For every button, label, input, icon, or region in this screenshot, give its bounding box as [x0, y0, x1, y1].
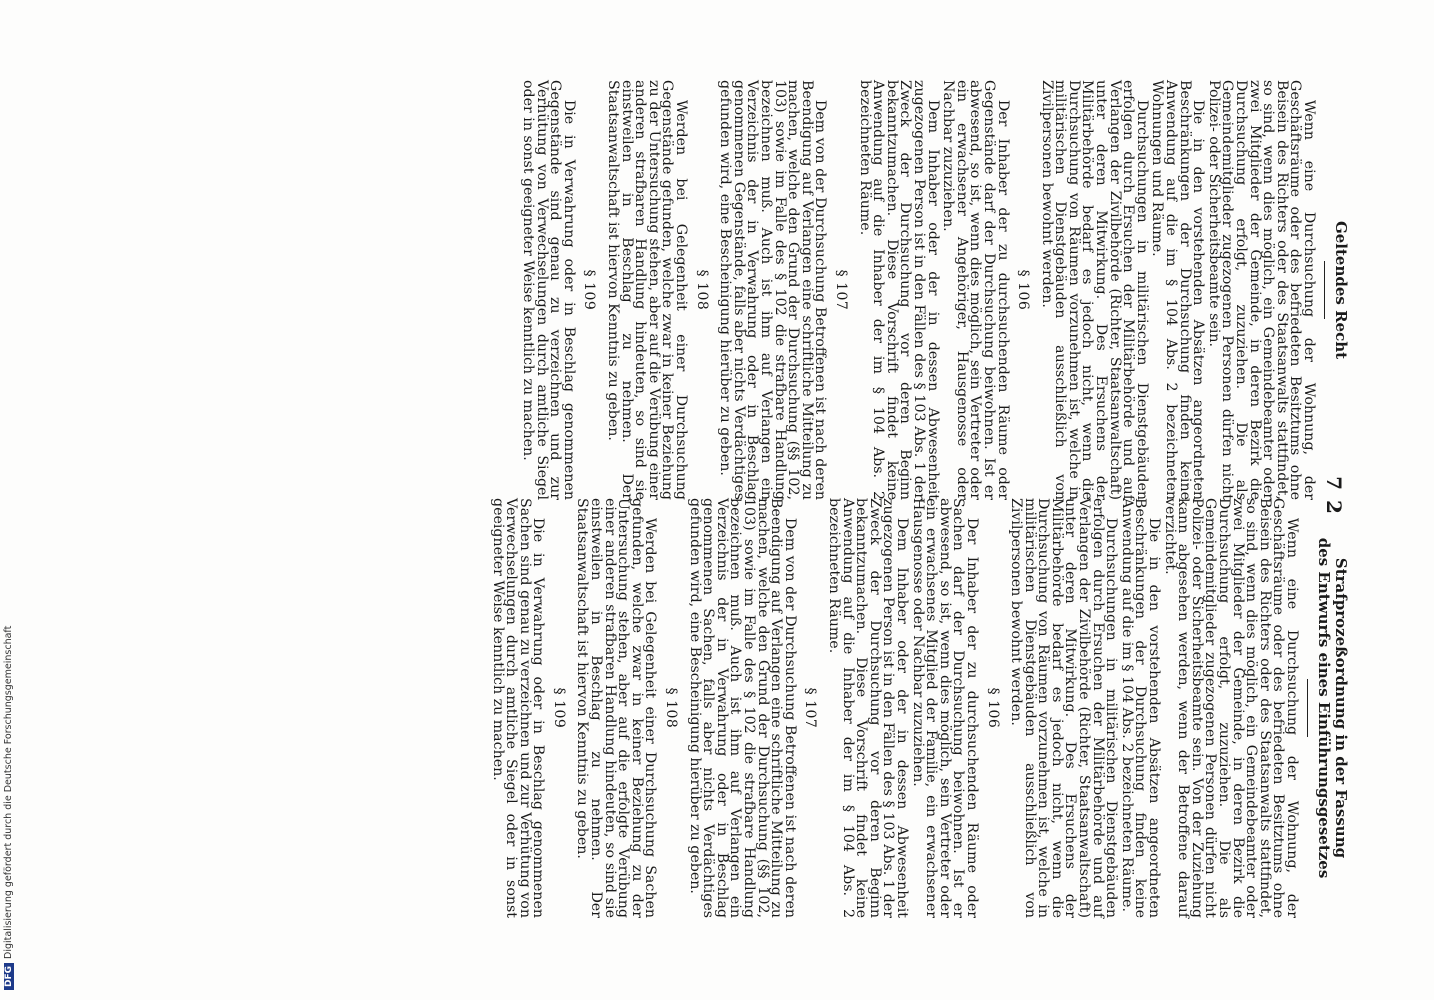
section-106-text-left	[857, 80, 1009, 500]
section-109-title-right: § 109	[550, 687, 567, 729]
paragraph: Die in den vorstehenden Absätzen angeordneten Beschränkungen der Durchsuchung finden keine Anwendung auf die im § 104 Abs. 2 bezeichneten Räume.	[1118, 498, 1163, 918]
paragraph: Werden bei Gelegenheit einer Durchsuchung Sachen gefunden, welche zwar in keiner Beziehung zu der Untersuchung stehen, aber auf die erfolgte Verübung einer anderen strafbaren Handlung hindeuten, so sind sie einstweilen in Beschlag zu nehmen. Der Staatsanwaltschaft ist hiervon Kenntnis zu geben.	[574, 498, 659, 918]
column-entwurf	[104, 498, 1349, 918]
paragraph: Wenn eine Durchsuchung der Wohnung, der Geschäftsräume oder des befriedeten Besitztums ohne Beisein des Richters oder des Staatsanwalts stattfindet, so sind, wenn dies möglich, ein Gemeindebeamter oder zwei Mitglieder der Gemeinde, in deren Bezirk die Durchsuchung erfolgt, zuzuziehen. Die als Gemeindemitglieder zugezogenen Personen dürfen nicht Polizei- oder Sicherheitsbeamte sein. Von der Zuziehung kann abgesehen werden, wenn der Betroffene darauf verzichtet.	[1161, 498, 1300, 918]
column-heading-right-line1: Strafprozeßordnung in der Fassung	[1332, 557, 1350, 859]
section-107-text-left	[718, 80, 827, 500]
paragraph: Die in Verwahrung oder in Beschlag genommenen Gegenstände sind genau zu verzeichnen und zur Verhütung von Verwechselungen durch amtliche Siegel oder in sonst geeigneter Weise kenntlich zu machen.	[520, 80, 577, 500]
footer-credit-line	[3, 390, 17, 990]
paragraph: Werden bei Gelegenheit einer Durchsuchung Gegenstände gefunden, welche zwar in keiner Beziehung zu der Untersuchung stehen, aber auf die Verübung einer anderen strafbaren Handlung hindeuten, so sind sie einstweilen in Beschlag zu nehmen. Der Staatsanwaltschaft ist hiervon Kenntnis zu geben.	[605, 80, 690, 500]
paragraph: Durchsuchungen in militärischen Dienstgebäuden erfolgen durch Ersuchen der Militärbehörde und auf Verlangen der Zivilbehörde (Richter, Staatsanwaltschaft) unter deren Mitwirkung. Des Ersuchens der Militärbehörde bedarf es jedoch nicht, wenn die Durchsuchung von Räumen vorzunehmen ist, welche in militärischen Dienstgebäuden ausschließlich von Zivilpersonen bewohnt werden.	[1038, 80, 1150, 500]
paragraph: Dem Inhaber oder der in dessen Abwesenheit zugezogenen Person ist in den Fällen des § 103 Abs. 1 der Zweck der Durchsuchung vor deren Beginn bekanntzumachen. Diese Vorschrift findet keine Anwendung auf die Inhaber der im § 104 Abs. 2 bezeichneten Räume.	[826, 498, 910, 918]
section-107-title-left: § 107	[833, 269, 849, 311]
page-number-text: 72	[1322, 476, 1346, 524]
column-heading-right-line2: des Entwurfs eines Einführungsgesetzes	[1315, 537, 1333, 879]
paragraph: Die in Verwahrung oder in Beschlag genommenen Sachen sind genau zu verzeichnen und zur Verhütung von Verwechselungen durch amtliche Siegel oder in sonst geeigneter Weise kenntlich zu machen.	[489, 498, 547, 918]
section-107-text-right	[687, 498, 796, 918]
paragraph: Dem von der Durchsuchung Betroffenen ist nach deren Beendigung auf Verlangen eine schriftliche Mitteilung zu machen, welche den Grund der Durchsuchung (§§ 102, 103) sowie im Falle des § 102 die strafbare Handlung bezeichnen muß. Auch ist ihm auf Verlangen ein Verzeichnis der in Verwahrung oder in Beschlag genommenen Gegenstände, falls aber nichts Verdächtiges gefunden wird, eine Bescheinigung hierüber zu geben.	[717, 80, 829, 500]
footer-credit: Digitalisierung gefördert durch die Deutsche Forschungsgemeinschaft	[3, 625, 14, 959]
section-108-title-left: § 108	[693, 269, 710, 311]
paragraph: Dem von der Durchsuchung Betroffenen ist nach deren Beendigung auf Verlangen eine schriftliche Mitteilung zu machen, welche den Grund der Durchsuchung (§§ 102, 103) sowie im Falle des § 102 die strafbare Handlung bezeichnen muß. Auch ist ihm auf Verlangen ein Verzeichnis der in Verwahrung oder in Beschlag genommenen Sachen, falls aber nichts Verdächtiges gefunden wird, eine Bescheinigung hierüber zu geben.	[686, 498, 798, 918]
column-geltendes-recht	[104, 80, 1349, 500]
column-heading-left: Geltendes Recht	[1332, 220, 1350, 360]
section-107-title-right: § 107	[802, 687, 819, 729]
section-108-title-right: § 108	[663, 687, 680, 729]
paragraph: Dem Inhaber oder der in dessen Abwesenheit zugezogenen Person ist in den Fällen des § 103 Abs. 1 der Zweck der Durchsuchung vor deren Beginn bekanntzumachen. Diese Vorschrift findet keine Anwendung auf die Inhaber der im § 104 Abs. 2 bezeichneten Räume.	[856, 80, 941, 500]
section-106-title-left: § 106	[1015, 269, 1032, 311]
paragraph: Durchsuchungen in militärischen Dienstgebäuden erfolgen durch Ersuchen der Militärbehörde und auf Verlangen der Zivilbehörde (Richter, Staatsanwaltschaft) unter deren Mitwirkung. Des Ersuchens der Militärbehörde bedarf es jedoch nicht, wenn die Durchsuchung von Räumen vorzunehmen ist, welche in militärischen Dienstgebäuden ausschließlich von Zivilpersonen bewohnt werden.	[1008, 498, 1120, 918]
paragraph: Die in den vorstehenden Absätzen angeordneten Beschränkungen der Durchsuchung finden keine Anwendung auf die im § 104 Abs. 2 bezeichneten Wohnungen und Räume.	[1149, 80, 1207, 500]
paragraph: Der Inhaber der zu durchsuchenden Räume oder Gegenstände darf der Durchsuchung beiwohnen. Ist er abwesend, so ist, wenn dies möglich, sein Vertreter oder ein erwachsener Angehöriger, Hausgenosse oder Nachbar zuzuziehen.	[940, 80, 1011, 500]
heading-rule	[1324, 261, 1325, 319]
footer	[0, 0, 18, 1000]
paragraphs-top-right	[1009, 498, 1298, 918]
heading-rule	[1307, 679, 1308, 737]
section-109-title-left: § 109	[581, 269, 598, 311]
section-108-text-left	[606, 80, 688, 500]
section-106-title-right: § 106	[984, 687, 1001, 729]
paragraphs-top-left	[1039, 80, 1315, 500]
section-109-text-left	[521, 80, 575, 500]
dfg-logo: DFG	[4, 963, 14, 990]
paragraph: Der Inhaber der zu durchsuchenden Räume oder Sachen darf der Durchsuchung beiwohnen. Ist er abwesend, so ist, wenn dies möglich, sein Vertreter oder ein erwachsenes Mitglied der Familie, ein erwachsener Hausgenosse oder Nachbar zuzuziehen.	[909, 498, 980, 918]
section-108-text-right	[575, 498, 657, 918]
section-106-text-right	[826, 498, 978, 918]
section-109-text-right	[489, 498, 547, 918]
paragraph: Wenn eine Durchsuchung der Wohnung, der Geschäftsräume oder des befriedeten Besitztums ohne Beisein des Richters oder des Staatsanwalts stattfindet, so sind, wenn dies möglich, ein Gemeindebeamter oder zwei Mitglieder der Gemeinde, in deren Bezirk die Durchsuchung erfolgt, zuzuziehen. Die als Gemeindemitglieder zugezogenen Personen dürfen nicht Polizei- oder Sicherheitsbeamte sein.	[1205, 80, 1317, 500]
